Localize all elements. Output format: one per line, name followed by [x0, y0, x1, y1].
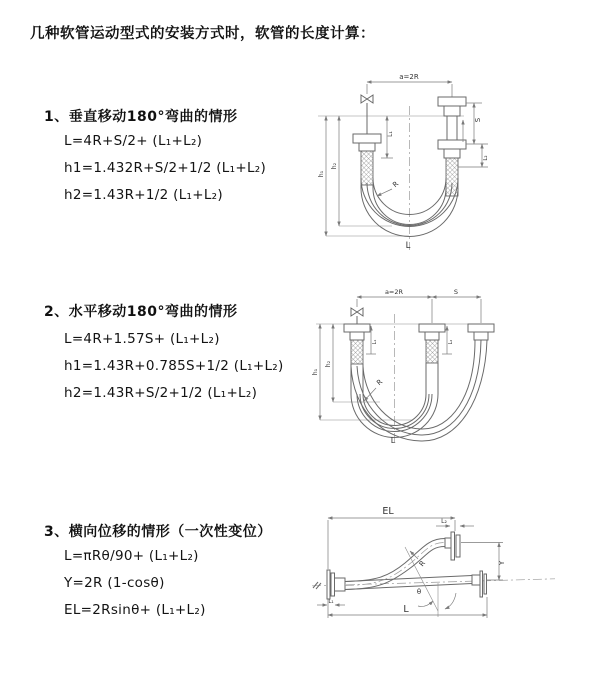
d2-dim-s	[432, 288, 481, 323]
diagram-vertical-movement	[312, 70, 587, 264]
d1-dim-a2r	[367, 73, 452, 97]
d3-dim-el	[328, 506, 455, 569]
section2-formula-h1: h1=1.43R+0.785S+1/2 (L₁+L₂)	[64, 358, 284, 374]
d1-dim-l1	[381, 116, 394, 158]
d3-right-flange	[472, 571, 487, 597]
d2-hose-shifted	[351, 340, 487, 441]
d2-label-r: R	[375, 377, 385, 388]
d2-label-h1: h₁	[312, 368, 319, 376]
d3-label-theta: θ	[416, 588, 422, 596]
d1-right-fitting	[438, 97, 466, 196]
d3-label-el: EL	[382, 506, 394, 517]
d2-fitting-3	[468, 324, 494, 340]
d1-label-h1: h₁	[318, 170, 325, 178]
d1-centerlines	[318, 106, 464, 250]
d3-hose-original	[345, 576, 472, 590]
d1-label-r: R	[391, 179, 401, 190]
d3-label-r: R	[417, 559, 428, 569]
d1-label-a2r: a=2R	[399, 73, 419, 81]
section2-formula-h2: h2=1.43R+S/2+1/2 (L₁+L₂)	[64, 385, 258, 401]
section1-formula-h1: h1=1.432R+S/2+1/2 (L₁+L₂)	[64, 160, 267, 176]
section3-formula-EL: EL=2Rsinθ+ (L₁+L₂)	[64, 602, 206, 618]
section2-formula-L: L=4R+1.57S+ (L₁+L₂)	[64, 331, 220, 347]
d2-dim-r	[364, 378, 384, 401]
d2-label-l: L	[390, 436, 396, 445]
d2-label-h2: h₂	[325, 360, 332, 368]
d2-label-l2: L₂	[448, 339, 454, 345]
d1-dim-r	[377, 180, 400, 196]
section2-heading: 2、水平移动180°弯曲的情形	[44, 304, 238, 320]
d3-left-flange	[327, 570, 345, 599]
d2-fitting-2	[419, 324, 445, 363]
d2-label-l1: L₁	[372, 339, 378, 345]
section1-formula-L: L=4R+S/2+ (L₁+L₂)	[64, 133, 203, 149]
d1-dim-s	[466, 103, 488, 144]
d3-label-l1: L₁	[328, 599, 334, 605]
section3-heading: 3、横向位移的情形（一次性变位）	[44, 524, 272, 540]
page-title: 几种软管运动型式的安装方式时，软管的长度计算：	[30, 26, 375, 42]
d3-label-y: Y	[498, 560, 506, 566]
d1-label-l: L	[405, 241, 411, 251]
d1-valve-icon	[361, 95, 373, 134]
section1-formula-h2: h2=1.43R+1/2 (L₁+L₂)	[64, 187, 223, 203]
d2-label-a2r: a=2R	[384, 288, 404, 296]
d3-dim-l	[328, 597, 487, 618]
d3-label-l: L	[403, 604, 409, 615]
d3-hose-displaced	[345, 539, 445, 590]
d2-label-s: S	[453, 288, 459, 296]
d2-fitting-1	[344, 324, 370, 364]
d3-dim-l1	[317, 599, 345, 605]
section1-heading: 1、垂直移动180°弯曲的情形	[44, 109, 238, 125]
d3-centerline	[312, 579, 555, 589]
d1-left-fitting	[353, 134, 381, 185]
d2-valve-icon	[351, 308, 363, 324]
diagram-lateral-displacement	[300, 495, 600, 663]
d1-label-s: S	[474, 117, 482, 123]
d3-label-l2: L₂	[441, 518, 447, 525]
d3-upper-flange	[445, 532, 460, 560]
d1-label-l2: L₂	[483, 155, 489, 161]
d3-angle-theta	[417, 583, 456, 617]
d1-label-h2: h₂	[331, 162, 338, 170]
d1-label-l1: L₁	[387, 131, 394, 137]
diagram-horizontal-movement	[308, 282, 598, 460]
section3-formula-L: L=πRθ/90+ (L₁+L₂)	[64, 548, 199, 564]
section3-formula-Y: Y=2R (1-cosθ)	[64, 575, 165, 591]
